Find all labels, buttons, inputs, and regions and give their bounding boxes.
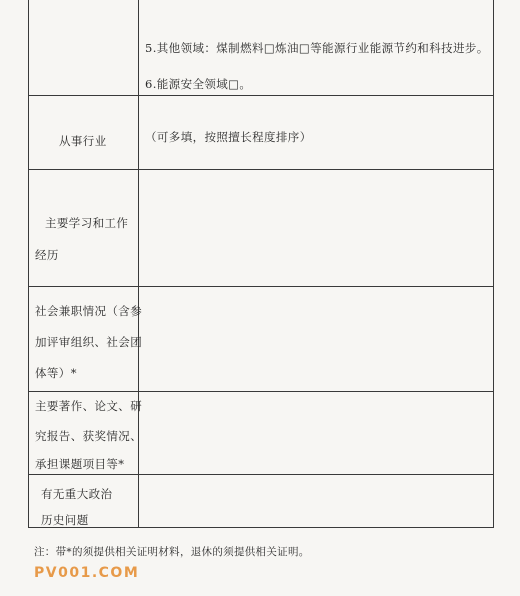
industry-value-cell[interactable] — [139, 96, 493, 169]
study-work-label-line1: 主要学习和工作 — [45, 216, 129, 230]
political-history-row — [29, 474, 493, 528]
study-work-row — [29, 169, 493, 286]
works-row — [29, 391, 493, 474]
industry-row — [29, 95, 493, 169]
study-work-label-line2: 经历 — [35, 248, 59, 262]
social-roles-label-line3: 体等）* — [35, 366, 77, 380]
expert-application-form-table — [28, 0, 494, 528]
political-history-value-cell[interactable] — [139, 475, 493, 528]
social-roles-label-cell — [29, 287, 143, 391]
works-label-cell — [29, 392, 143, 474]
study-work-value-cell[interactable] — [139, 170, 493, 286]
energy-field-row — [29, 0, 493, 95]
political-history-label-line1: 有无重大政治 — [41, 487, 113, 501]
social-roles-row — [29, 286, 493, 391]
political-history-label-line2: 历史问题 — [41, 513, 89, 527]
works-label-line3: 承担课题项目等* — [35, 457, 125, 471]
energy-field-value-cell — [139, 0, 493, 95]
works-value-cell[interactable] — [139, 392, 493, 474]
form-footnote: 注：带*的须提供相关证明材料，退休的须提供相关证明。 — [34, 546, 310, 558]
energy-field-label-cell — [29, 0, 139, 95]
study-work-label-cell — [29, 170, 139, 286]
social-roles-value-cell[interactable] — [139, 287, 493, 391]
political-history-label-cell — [29, 475, 139, 528]
industry-label-cell — [29, 96, 139, 169]
industry-hint: （可多填，按照擅长程度排序） — [145, 130, 312, 144]
site-watermark: PV001.COM — [34, 565, 140, 581]
social-roles-label-line1: 社会兼职情况（含参 — [35, 304, 143, 318]
energy-field-option-5: 5.其他领域：煤制燃料□炼油□等能源行业能源节约和科技进步。 — [145, 41, 489, 55]
works-label-line2: 究报告、获奖情况、 — [35, 429, 143, 443]
social-roles-label-line2: 加评审组织、社会团 — [35, 335, 143, 349]
works-label-line1: 主要著作、论文、研 — [35, 399, 143, 413]
industry-label: 从事行业 — [59, 134, 107, 148]
energy-field-option-6: 6.能源安全领域□。 — [145, 77, 252, 91]
